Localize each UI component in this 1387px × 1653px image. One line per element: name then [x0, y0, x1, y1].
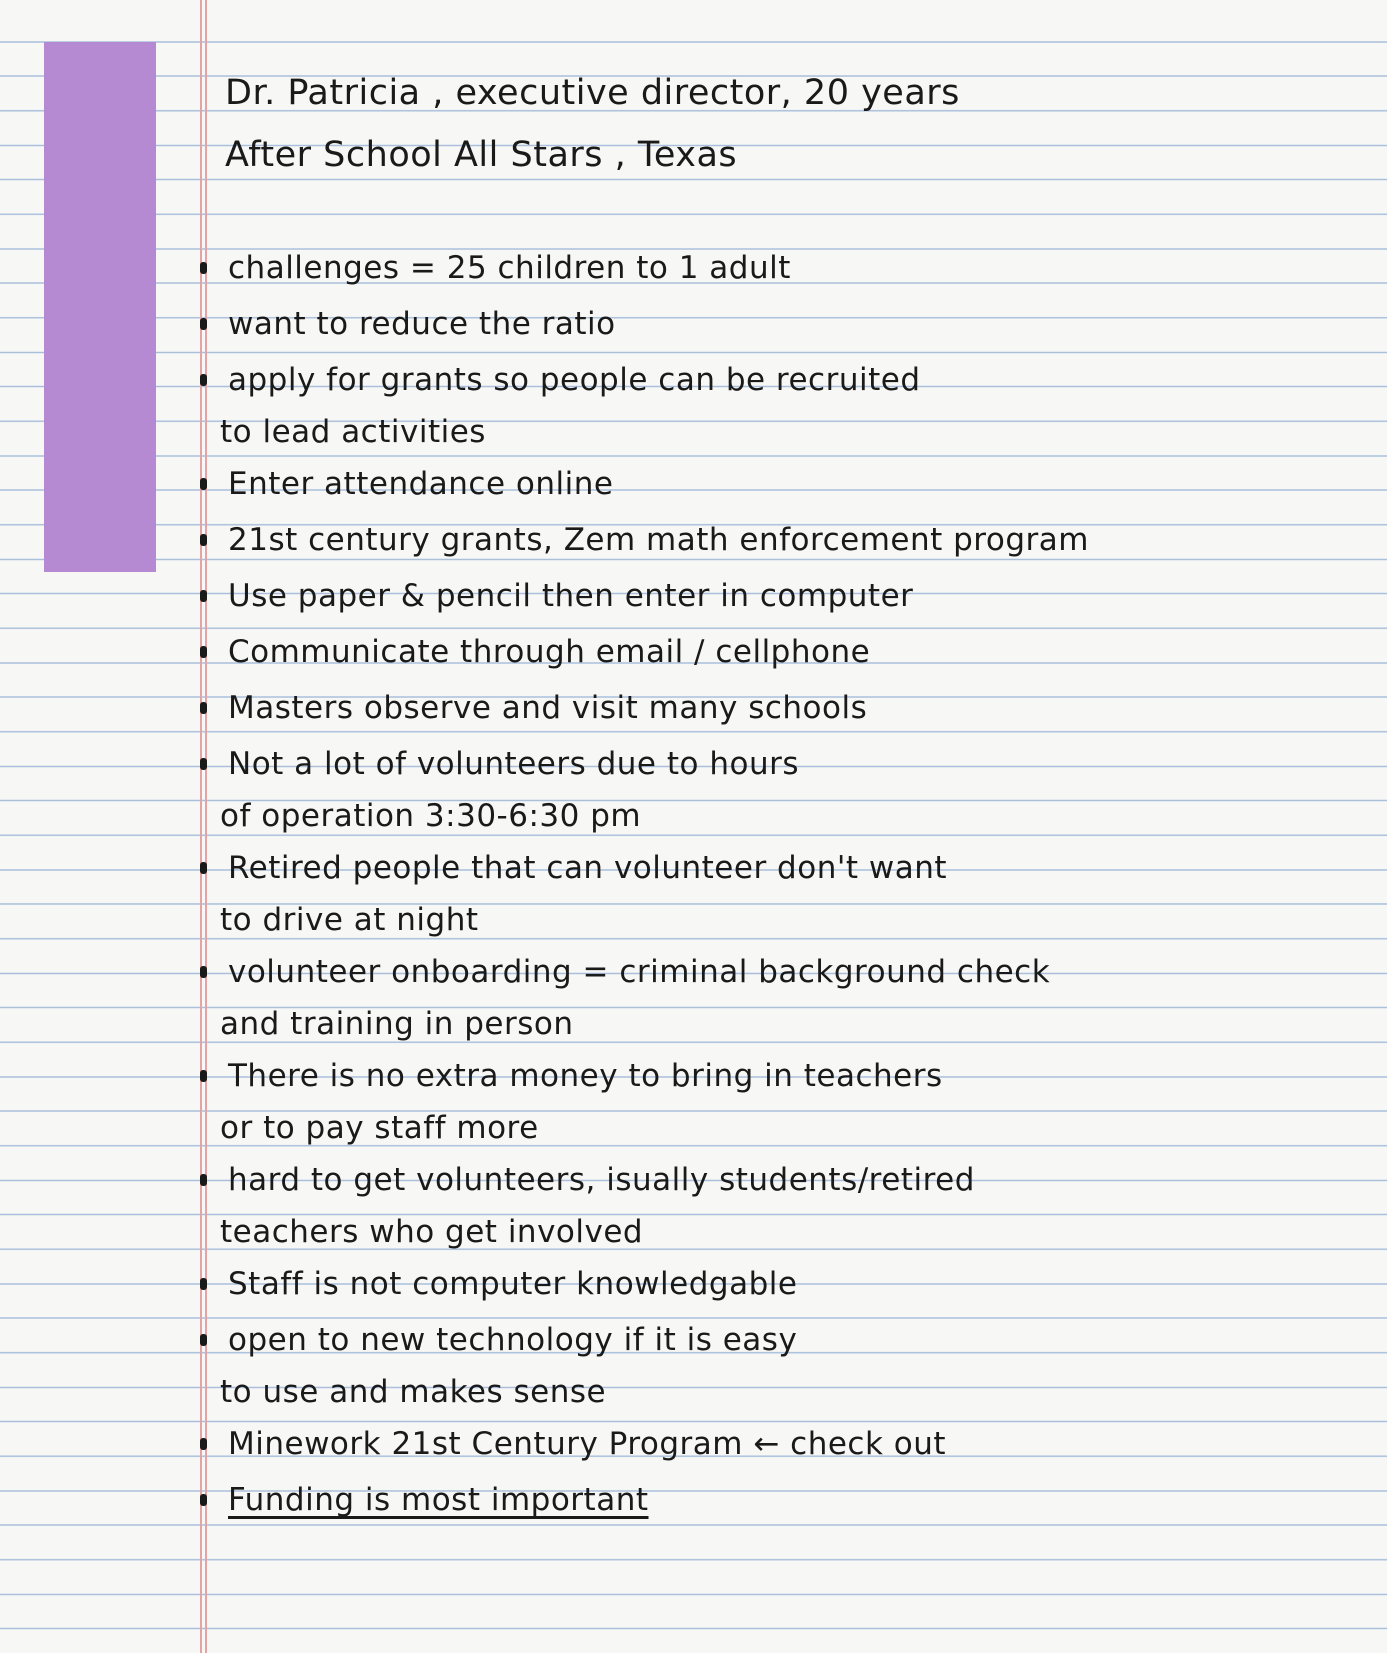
note-line-continued: [200, 792, 1370, 840]
note-line: [200, 1472, 1370, 1528]
note-text: open to new technology if it is easy: [228, 1322, 798, 1358]
bullet-dot: [200, 646, 207, 658]
note-line: [200, 456, 1370, 512]
note-text: to use and makes sense: [220, 1374, 607, 1410]
note-text: Masters observe and visit many schools: [228, 690, 868, 726]
note-line: [200, 680, 1370, 736]
bullet-dot: [200, 262, 207, 274]
note-text: Funding is most important: [228, 1482, 649, 1518]
bullet-dot: [200, 862, 207, 874]
header-line-1: Dr. Patricia , executive director, 20 years: [225, 73, 960, 113]
bullet-dot: [200, 374, 207, 386]
note-text: to drive at night: [220, 902, 479, 938]
header-line-2: After School All Stars , Texas: [225, 135, 738, 175]
note-line: [200, 1048, 1370, 1104]
bullet-dot: [200, 1334, 207, 1346]
note-line: [200, 1256, 1370, 1312]
note-line-continued: [200, 1208, 1370, 1256]
note-line-continued: [200, 1000, 1370, 1048]
note-text: hard to get volunteers, isually students/retired: [228, 1162, 975, 1198]
note-text: of operation 3:30-6:30 pm: [220, 798, 642, 834]
note-line: [200, 736, 1370, 792]
note-text: or to pay staff more: [220, 1110, 539, 1146]
note-line: [200, 840, 1370, 896]
notes-list: [200, 240, 1370, 1528]
note-text: Not a lot of volunteers due to hours: [228, 746, 799, 782]
bullet-dot: [200, 1438, 207, 1450]
note-text: 21st century grants, Zem math enforcement program: [228, 522, 1089, 558]
bullet-dot: [200, 1070, 207, 1082]
note-text: want to reduce the ratio: [228, 306, 616, 342]
note-line-continued: [200, 896, 1370, 944]
note-text: to lead activities: [220, 414, 486, 450]
note-text: There is no extra money to bring in teachers: [228, 1058, 943, 1094]
note-line: [200, 624, 1370, 680]
note-text: volunteer onboarding = criminal background check: [228, 954, 1051, 990]
note-text: and training in person: [220, 1006, 574, 1042]
bullet-dot: [200, 1174, 207, 1186]
note-text: Staff is not computer knowledgable: [228, 1266, 798, 1302]
note-text: Communicate through email / cellphone: [228, 634, 871, 670]
bullet-dot: [200, 966, 207, 978]
note-line: [200, 1416, 1370, 1472]
note-line: [200, 512, 1370, 568]
bullet-dot: [200, 478, 207, 490]
bullet-dot: [200, 318, 207, 330]
note-text: Enter attendance online: [228, 466, 614, 502]
note-line: [200, 568, 1370, 624]
note-text: challenges = 25 children to 1 adult: [228, 250, 791, 286]
note-text: apply for grants so people can be recruited: [228, 362, 921, 398]
note-line: [200, 352, 1370, 408]
note-line: [200, 1312, 1370, 1368]
note-line: [200, 296, 1370, 352]
note-text: Minework 21st Century Program ← check out: [228, 1426, 947, 1462]
note-line: [200, 944, 1370, 1000]
note-line-continued: [200, 408, 1370, 456]
note-text: Retired people that can volunteer don't want: [228, 850, 948, 886]
note-line-continued: [200, 1368, 1370, 1416]
note-line: [200, 1152, 1370, 1208]
bullet-dot: [200, 702, 207, 714]
bullet-dot: [200, 1278, 207, 1290]
bullet-dot: [200, 534, 207, 546]
note-text: teachers who get involved: [220, 1214, 644, 1250]
purple-sticky-tab: [44, 42, 156, 572]
bullet-dot: [200, 758, 207, 770]
note-line-continued: [200, 1104, 1370, 1152]
note-line: [200, 240, 1370, 296]
note-text: Use paper & pencil then enter in computer: [228, 578, 914, 614]
bullet-dot: [200, 1494, 207, 1506]
bullet-dot: [200, 590, 207, 602]
note-header: [225, 62, 960, 186]
